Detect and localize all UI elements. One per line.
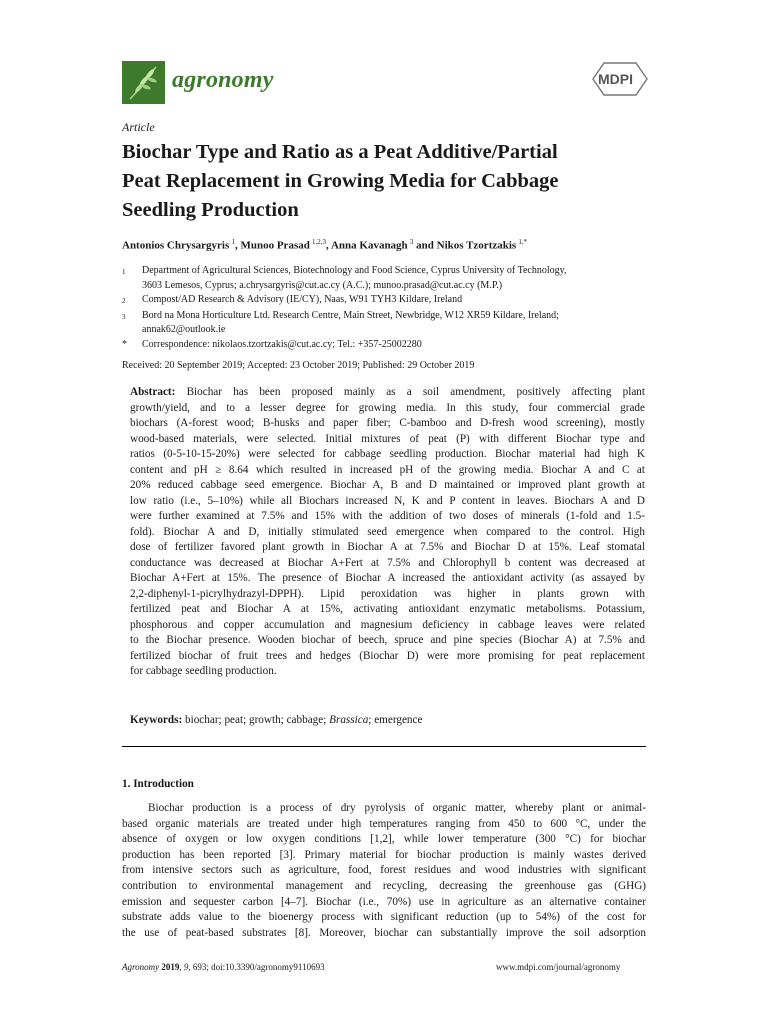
abstract-line: wood-based materials, were selected. Initial mixtures of peat (P) with different Biochar type and xyxy=(130,432,645,445)
section-divider xyxy=(122,746,646,747)
wheat-icon xyxy=(122,61,165,104)
keyword-italic: Brassica xyxy=(329,714,369,726)
title-line: Seedling Production xyxy=(122,199,299,221)
footer-doi: , 693; doi:10.3390/agronomy9110693 xyxy=(188,962,325,972)
author-list xyxy=(122,238,527,252)
author-affiliation-mark: 1,2,3 xyxy=(312,238,327,246)
affiliations xyxy=(122,264,652,352)
affiliation-line: 3603 Lemesos, Cyprus; a.chrysargyris@cut.ac.cy (A.C.); munoo.prasad@cut.ac.cy (M.P.) xyxy=(142,279,503,291)
abstract-line: fertilized biochar of fruit trees and hedges (Biochar D) were more promising for peat replacement xyxy=(130,649,645,662)
author-name: Antonios Chrysargyris xyxy=(122,239,230,252)
body-line: based organic materials are treated under high temperatures ranging from 450 to 600 °C, under the xyxy=(122,817,646,830)
publication-dates: Received: 20 September 2019; Accepted: 23 October 2019; Published: 29 October 2019 xyxy=(122,360,475,371)
abstract-line: dose of fertilizer favored plant growth in Biochar A at 7.5% and Biochar D at 15%. Leaf stomatal xyxy=(130,541,645,553)
affiliation-line: Compost/AD Research & Advisory (IE/CY), Naas, W91 TYH3 Kildare, Ireland xyxy=(142,294,463,305)
abstract-line: to the Biochar presence. Wooden biochar of beech, spruce and pine species (Biochar A) at 7.5% and xyxy=(130,634,645,646)
body-line: Biochar production is a process of dry pyrolysis of organic matter, whereby plant or animal- xyxy=(148,802,646,814)
title-line: Peat Replacement in Growing Media for Cabbage xyxy=(122,170,559,192)
body-line: production has been reported [3]. Primary material for biochar production is mainly wastes derived xyxy=(122,848,646,861)
abstract-line: were further examined at 7.5% and 15% with the addition of two doses of minerals (1-fold and 1.5- xyxy=(130,510,645,522)
body-line: substrate adds value to the bioenergy process with significant reduction (up to 54%) of the cost for xyxy=(122,911,646,924)
section-heading: 1. Introduction xyxy=(122,778,194,790)
affiliation-item xyxy=(122,264,652,293)
footer-citation xyxy=(122,962,325,972)
body-line: the use of peat-based substrates [8]. Moreover, biochar can substantially improve the soil adsorption xyxy=(122,926,646,939)
keywords-text: biochar; peat; growth; cabbage; xyxy=(182,714,330,726)
affiliation-mark: 2 xyxy=(122,297,126,305)
publisher-logo-text: MDPI xyxy=(598,71,633,87)
article-type: Article xyxy=(122,120,155,134)
correspondence-line: Correspondence: nikolaos.tzortzakis@cut.ac.cy; Tel.: +357-25002280 xyxy=(142,338,422,350)
affiliation-line: Bord na Mona Horticulture Ltd. Research Centre, Main Street, Newbridge, W12 XR59 Kildare, Ireland; xyxy=(142,309,559,321)
affiliation-line: annak62@outlook.ie xyxy=(142,324,226,335)
author-name: Nikos Tzortzakis xyxy=(436,239,517,252)
journal-logo xyxy=(122,61,165,104)
keywords xyxy=(130,714,422,726)
affiliation-line: Department of Agricultural Sciences, Biotechnology and Food Science, Cyprus University of Technology, xyxy=(142,265,567,276)
abstract-line: ratios (0-5-10-15-20%) were selected for cabbage seedling production. Biochar material had high K xyxy=(130,448,645,460)
abstract xyxy=(130,385,645,680)
affiliation-mark: 1 xyxy=(122,268,126,276)
keywords-text: ; emergence xyxy=(368,714,423,726)
abstract-line: growth/yield, and to a lesser degree for growing media. In this study, four commercial grade xyxy=(130,401,645,414)
abstract-line: for cabbage seedling production. xyxy=(130,665,277,677)
body-line: contribution to environmental management and recycling, decreasing the greenhouse gas (GHG) xyxy=(122,879,646,892)
abstract-line: phosphorous and copper accumulation and magnesium deficiency in cabbage leaves were related xyxy=(130,618,645,631)
keywords-label: Keywords: xyxy=(130,714,183,726)
abstract-line: fold). Biochar A and D, initially stimulated seed emergence when compared to the control. High xyxy=(130,525,645,538)
author-affiliation-mark: 1 xyxy=(231,238,235,246)
author-name: Anna Kavanagh xyxy=(330,239,408,252)
body-line: emission and sequester carbon [4–7]. Biochar (i.e., 70%) use in agriculture as an alternative container xyxy=(122,895,646,908)
paper-title xyxy=(122,138,652,225)
author-separator: and xyxy=(413,239,437,252)
introduction-body xyxy=(122,801,646,941)
correspondence-mark: * xyxy=(122,338,127,350)
footer-volume: , 9 xyxy=(179,962,189,972)
abstract-line: 20% reduced cabbage seed emergence. Biochar A, B and D maintained or improved plant growth at xyxy=(130,479,645,491)
author-affiliation-mark: 3 xyxy=(409,238,414,246)
correspondence-item xyxy=(122,338,652,353)
footer-year: 2019 xyxy=(159,962,180,972)
title-line: Biochar Type and Ratio as a Peat Additive/Partial xyxy=(122,141,558,163)
body-line: from intensive sectors such as agriculture, food, forest residues and wood industries with significant xyxy=(122,864,646,877)
author-name: Munoo Prasad xyxy=(240,239,310,252)
abstract-line: 2,2-diphenyl-1-picrylhydrazyl-DPPH). Lipid peroxidation was higher in plants grown with xyxy=(130,587,645,600)
abstract-label: Abstract: xyxy=(130,386,176,398)
abstract-line: conductance was decreased at Biochar A+Fert at 7.5% and Chlorophyll b content was decreased at xyxy=(130,556,645,569)
affiliation-item xyxy=(122,293,652,309)
abstract-line: Biochar A+Fert at 15%. The presence of Biochar A increased the antioxidant activity (as assayed by xyxy=(130,572,645,584)
affiliation-mark: 3 xyxy=(122,312,126,321)
journal-name: agronomy xyxy=(172,67,274,93)
author-affiliation-mark: 1,* xyxy=(518,238,528,246)
body-line: absence of oxygen or low oxygen conditions [1,2], while lower temperature (300 °C) for biochar xyxy=(122,833,646,846)
abstract-line: Abstract: Biochar has been proposed mainly as a soil amendment, positively affecting plant xyxy=(130,386,645,398)
footer-url[interactable]: www.mdpi.com/journal/agronomy xyxy=(496,962,621,972)
footer-journal: Agronomy xyxy=(122,962,160,972)
abstract-line: biochars (A-forest wood; B-husks and paper fiber; C-bamboo and D-fresh wood screening), mostly xyxy=(130,417,645,429)
affiliation-item xyxy=(122,309,652,338)
author-separator: , xyxy=(326,239,331,252)
author-separator: , xyxy=(234,239,241,252)
abstract-line: content and pH ≥ 8.64 which resulted in increased pH of the growing media. Biochar A and C at xyxy=(130,463,645,476)
abstract-line: low ratio (i.e., 5–10%) while all Biochars increased N, K and P content in leaves. Biochars A and D xyxy=(130,494,645,507)
abstract-line: fertilized peat and Biochar A at 15%, activating antioxidant enzymatic metabolisms. Potassium, xyxy=(130,603,645,615)
